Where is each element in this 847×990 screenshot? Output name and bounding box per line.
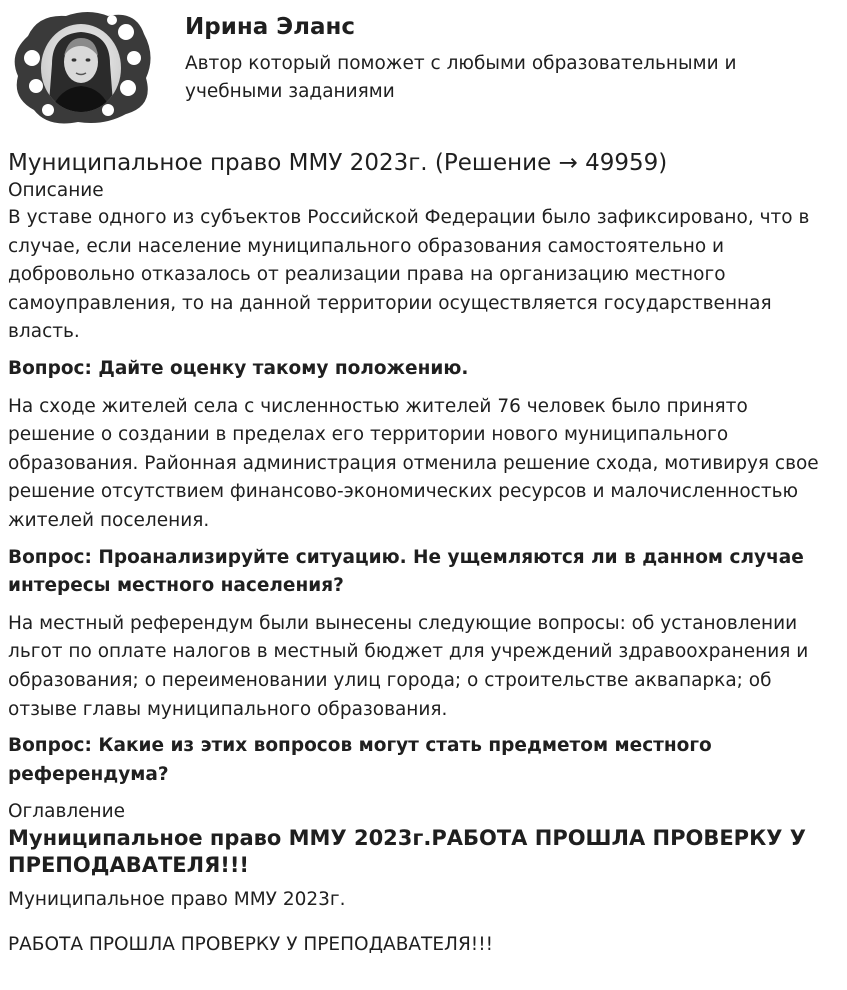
case-paragraph-1: В уставе одного из субъектов Российской Федерации было зафиксировано, что в случае, если население муниципального образования самостоятельно и добровольно отказалось от реализации права на организацию местного самоуправления, то на данной территории осуществляется государственная власть. — [8, 207, 810, 343]
case-paragraph-3: На местный референдум были вынесены следующие вопросы: об установлении льгот по оплате налогов в местный бюджет для учреждений здравоохранения и образования; о переименовании улиц города; о строительстве аквапарка; об отзыве главы муниципального образования. — [8, 612, 809, 720]
author-block — [8, 0, 840, 130]
question-2: Вопрос: Проанализируйте ситуацию. Не ущемляются ли в данном случае интересы местного населения? — [8, 546, 804, 597]
toc-line-verified: РАБОТА ПРОШЛА ПРОВЕРКУ У ПРЕПОДАВАТЕЛЯ!!! — [8, 934, 494, 956]
toc-heading: Муниципальное право ММУ 2023г.РАБОТА ПРОШЛА ПРОВЕРКУ У ПРЕПОДАВАТЕЛЯ!!! — [8, 826, 806, 878]
toc-label: Оглавление — [8, 801, 126, 823]
author-name[interactable]: Ирина Эланс — [185, 14, 356, 40]
case-paragraph-2: На сходе жителей села с численностью жителей 76 человек было принято решение о создании в пределах его территории нового муниципального образования. Районная администрация отменила решение схода, мотивируя свое решение отсутствием финансово-экономических ресурсов и малочисленностью жителей поселения. — [8, 395, 819, 531]
question-3: Вопрос: Какие из этих вопросов могут стать предметом местного референдума? — [8, 735, 712, 785]
page — [8, 0, 840, 958]
author-bio: Автор который поможет с любыми образовательными и учебными заданиями — [185, 53, 737, 102]
author-avatar[interactable] — [8, 6, 154, 126]
question-1: Вопрос: Дайте оценку такому положению. — [8, 357, 469, 379]
toc-line-subject: Муниципальное право ММУ 2023г. — [8, 889, 346, 911]
description-label: Описание — [8, 180, 104, 201]
document-title: Муниципальное право ММУ 2023г. (Решение → 49959) — [8, 150, 668, 176]
